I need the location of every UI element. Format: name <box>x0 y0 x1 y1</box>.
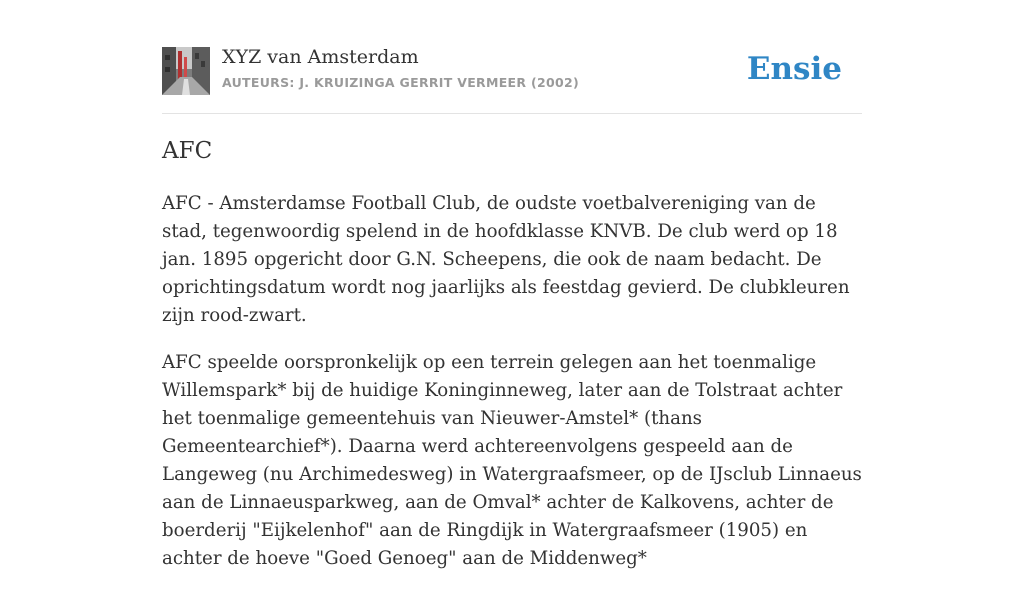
book-header <box>162 46 862 96</box>
entry-body <box>162 190 866 592</box>
header-divider <box>162 113 862 114</box>
ensie-logo[interactable]: Ensie <box>746 51 842 87</box>
entry-title: AFC <box>162 138 213 164</box>
entry-paragraph: AFC - Amsterdamse Football Club, de oudste voetbalvereniging van de stad, tegenwoordig spelend in de hoofdklasse KNVB. De club werd op 18 jan. 1895 opgericht door G.N. Scheepens, die ook de naam bedacht. De oprichtingsdatum wordt nog jaarlijks als feestdag gevierd. De clubkleuren zijn rood-zwart. <box>162 193 850 326</box>
entry-paragraph: AFC speelde oorspronkelijk op een terrein gelegen aan het toenmalige Willemspark* bij de huidige Koninginneweg, later aan de Tolstraat achter het toenmalige gemeentehuis van Nieuwer-Amstel* (thans Gemeentearchief*). Daarna werd achtereenvolgens gespeeld aan de Langeweg (nu Archimedesweg) in Watergraafsmeer, op de IJsclub Linnaeus aan de Linnaeusparkweg, aan de Omval* achter de Kalkovens, achter de boerderij "Eijkelenhof" aan de Ringdijk in Watergraafsmeer (1905) en achter de hoeve "Goed Genoeg" aan de Middenweg* <box>162 352 862 569</box>
street-photo-icon <box>162 47 210 95</box>
book-authors: AUTEURS: J. KRUIZINGA GERRIT VERMEER (2002) <box>222 75 579 90</box>
book-title[interactable]: XYZ van Amsterdam <box>222 46 419 68</box>
book-cover-thumbnail[interactable] <box>162 47 210 95</box>
